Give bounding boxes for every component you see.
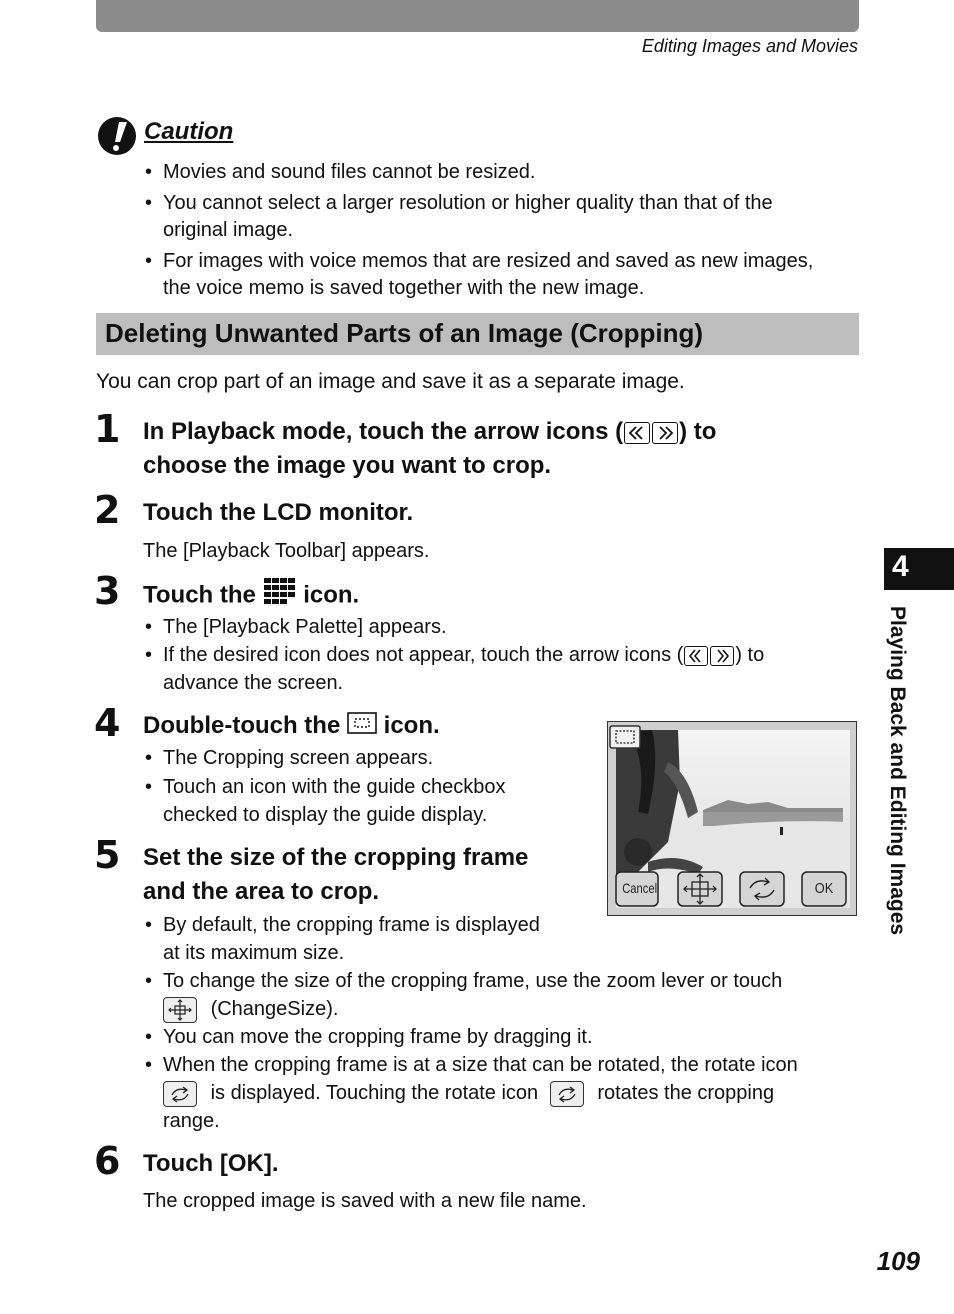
step-number: 1 (94, 407, 121, 451)
step-2-body: The [Playback Toolbar] appears. (143, 540, 430, 562)
crop-icon (347, 710, 377, 744)
step-5-bullet: • To change the size of the cropping frame, use the zoom lever or touch (145, 970, 783, 992)
caution-item-cont: original image. (163, 219, 294, 241)
section-intro: You can crop part of an image and save it as a separate image. (96, 370, 685, 393)
step-3-bullet-cont: advance the screen. (163, 672, 344, 694)
step-number: 5 (94, 833, 121, 877)
palette-icon (263, 577, 297, 615)
page-number: 109 (876, 1246, 920, 1276)
step-1-text: In Playback mode, touch the arrow icons ( ) to choose the image you want to crop. (143, 418, 717, 479)
caution-item: • Movies and sound files cannot be resized. (145, 161, 536, 183)
chapter-tab: 4 (884, 548, 954, 590)
step-5-bullet: • When the cropping frame is at a size that can be rotated, the rotate icon (145, 1054, 798, 1076)
step-3-bullet: • The [Playback Palette] appears. (145, 616, 447, 638)
caution-item: • You cannot select a larger resolution or higher quality than that of the (145, 192, 773, 214)
caution-title: Caution (144, 118, 234, 145)
section-title: Deleting Unwanted Parts of an Image (Cropping) (105, 318, 704, 348)
arrow-right-icon (710, 646, 734, 666)
step-3-title: Touch the icon. (143, 577, 359, 615)
cropping-screen-illustration (607, 721, 857, 916)
arrow-right-icon (652, 422, 678, 444)
rotate-icon (550, 1081, 584, 1107)
header-bar (96, 0, 859, 32)
step-6-body: The cropped image is saved with a new file name. (143, 1190, 587, 1212)
step-6-title: Touch [OK]. (143, 1150, 279, 1177)
step-5-bullet-cont: range. (163, 1110, 220, 1132)
step-4-title: Double-touch the icon. (143, 709, 440, 744)
step-5-bullet-cont: (ChangeSize). (163, 996, 338, 1023)
arrow-left-icon (624, 422, 650, 444)
step-5-bullet-cont: is displayed. Touching the rotate icon rotates the cropping (163, 1080, 774, 1107)
arrow-left-icon (684, 646, 708, 666)
step-4-bullet: • Touch an icon with the guide checkbox (145, 776, 506, 798)
screen-cancel-button[interactable]: Cancel (622, 880, 658, 896)
step-number: 3 (94, 569, 121, 613)
step-5-bullet: • You can move the cropping frame by dragging it. (145, 1026, 593, 1048)
caution-item: • For images with voice memos that are resized and saved as new images, (145, 250, 814, 272)
step-4-bullet-cont: checked to display the guide display. (163, 804, 488, 826)
step-5-title: Set the size of the cropping frame and the area to crop. (143, 844, 529, 905)
step-5-bullet-cont: at its maximum size. (163, 942, 345, 964)
step-number: 4 (94, 701, 121, 745)
step-3-bullet: • If the desired icon does not appear, touch the arrow icons ( ) to (145, 644, 765, 666)
step-5-bullet: • By default, the cropping frame is displayed (145, 914, 540, 936)
rotate-icon (163, 1081, 197, 1107)
caution-icon (97, 116, 137, 156)
step-number: 6 (94, 1139, 121, 1183)
running-header: Editing Images and Movies (641, 36, 858, 56)
screen-ok-button[interactable]: OK (814, 880, 834, 897)
chapter-title: Playing Back and Editing Images (886, 606, 909, 936)
caution-item-cont: the voice memo is saved together with the new image. (163, 277, 645, 299)
step-4-bullet: • The Cropping screen appears. (145, 747, 434, 769)
step-2-title: Touch the LCD monitor. (143, 499, 414, 526)
step-number: 2 (94, 488, 121, 532)
change-size-icon (163, 997, 197, 1023)
